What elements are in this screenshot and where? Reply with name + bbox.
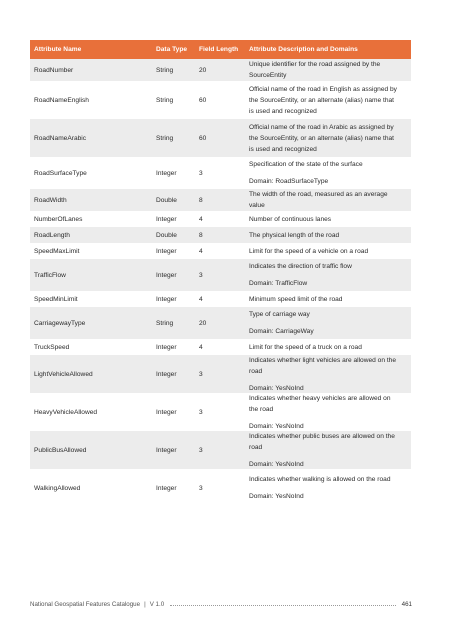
table-row — [30, 339, 411, 355]
field-length: 20 — [199, 319, 207, 327]
table-body — [30, 59, 411, 507]
description-line: Official name of the road in Arabic as assigned by — [249, 123, 394, 131]
attribute-name: SpeedMinLimit — [34, 295, 78, 303]
attribute-description — [249, 159, 411, 187]
field-length: 4 — [199, 247, 203, 255]
data-type: String — [156, 319, 174, 327]
attribute-description — [249, 393, 411, 432]
table-header — [30, 40, 411, 59]
header-attribute-name: Attribute Name — [34, 46, 82, 53]
data-type: String — [156, 66, 174, 74]
footer-dotted-leader — [170, 604, 396, 606]
data-type: String — [156, 134, 174, 142]
attribute-domain: Domain: YesNoInd — [249, 460, 304, 468]
attribute-description — [249, 355, 411, 394]
attribute-description — [249, 59, 411, 81]
footer-catalogue: National Geospatial Features Catalogue — [30, 600, 141, 608]
data-type: Integer — [156, 247, 177, 255]
attribute-description — [249, 309, 411, 337]
field-length: 4 — [199, 215, 203, 223]
data-type: Integer — [156, 271, 177, 279]
attribute-description — [249, 122, 411, 155]
table-row — [30, 393, 411, 431]
data-type: Integer — [156, 484, 177, 492]
table-row — [30, 291, 411, 307]
attribute-description — [249, 214, 411, 225]
description-line: Number of continuous lanes — [249, 215, 332, 223]
footer-separator: | — [144, 600, 146, 608]
attribute-table — [30, 40, 411, 507]
attribute-name: RoadLength — [34, 231, 70, 239]
table-row — [30, 227, 411, 243]
field-length: 60 — [199, 96, 207, 104]
page-footer — [30, 598, 412, 610]
attribute-name: LightVehicleAllowed — [34, 370, 93, 378]
description-line: road — [249, 443, 263, 451]
table-row — [30, 355, 411, 393]
attribute-description — [249, 261, 411, 289]
data-type: Integer — [156, 370, 177, 378]
description-line: the SourceEntity, or an alternate (alias) name that — [249, 134, 395, 142]
description-line: Indicates the direction of traffic flow — [249, 263, 352, 270]
description-line: SourceEntity — [249, 72, 287, 79]
attribute-domain: Domain: YesNoInd — [249, 384, 304, 392]
attribute-name: TrafficFlow — [34, 271, 66, 279]
attribute-name: RoadNameArabic — [34, 134, 87, 142]
attribute-domain: Domain: CarriageWay — [249, 328, 314, 335]
description-line: The physical length of the road — [249, 231, 340, 239]
attribute-name: SpeedMaxLimit — [34, 247, 80, 255]
attribute-description — [249, 342, 411, 353]
attribute-description — [249, 474, 411, 502]
table-row — [30, 469, 411, 507]
description-line: Unique identifier for the road assigned by the — [249, 61, 381, 68]
field-length: 3 — [199, 446, 203, 454]
field-length: 4 — [199, 295, 203, 303]
description-line: Minimum speed limit of the road — [249, 295, 343, 303]
data-type: Integer — [156, 295, 177, 303]
data-type: Integer — [156, 408, 177, 416]
attribute-description — [249, 84, 411, 117]
attribute-description — [249, 189, 411, 211]
description-line: Specification of the state of the surface — [249, 161, 363, 168]
field-length: 20 — [199, 66, 207, 74]
description-line: value — [249, 202, 265, 209]
attribute-description — [249, 246, 411, 257]
description-line: Limit for the speed of a truck on a road — [249, 343, 362, 351]
attribute-domain: Domain: YesNoInd — [249, 493, 304, 500]
attribute-name: PublicBusAllowed — [34, 446, 87, 454]
table-row — [30, 431, 411, 469]
description-line: Type of carriage way — [249, 311, 310, 318]
data-type: Double — [156, 231, 177, 239]
data-type: Double — [156, 196, 177, 204]
data-type: String — [156, 96, 174, 104]
description-line: Indicates whether public buses are allowed on the — [249, 432, 395, 440]
table-row — [30, 259, 411, 291]
attribute-name: WalkingAllowed — [34, 484, 81, 492]
table-row — [30, 243, 411, 259]
description-line: Official name of the road in English as assigned by — [249, 85, 397, 93]
data-type: Integer — [156, 343, 177, 351]
field-length: 3 — [199, 408, 203, 416]
field-length: 3 — [199, 370, 203, 378]
table-row — [30, 189, 411, 211]
field-length: 60 — [199, 134, 207, 142]
table-row — [30, 211, 411, 227]
table-row — [30, 81, 411, 119]
description-line: Indicates whether light vehicles are allowed on the — [249, 356, 396, 364]
header-description: Attribute Description and Domains — [249, 46, 358, 53]
attribute-name: HeavyVehicleAllowed — [34, 408, 98, 416]
table-row — [30, 119, 411, 157]
field-length: 3 — [199, 484, 203, 492]
header-field-length: Field Length — [199, 46, 239, 53]
description-line: Limit for the speed of a vehicle on a road — [249, 247, 369, 255]
attribute-name: RoadWidth — [34, 196, 67, 204]
description-line: the SourceEntity, or an alternate (alias) name that — [249, 96, 395, 104]
attribute-domain: Domain: RoadSurfaceType — [249, 178, 329, 185]
field-length: 8 — [199, 196, 203, 204]
table-row — [30, 59, 411, 81]
attribute-name: RoadSurfaceType — [34, 169, 87, 177]
data-type: Integer — [156, 215, 177, 223]
table-row — [30, 157, 411, 189]
field-length: 3 — [199, 169, 203, 177]
attribute-description — [249, 230, 411, 241]
data-type: Integer — [156, 446, 177, 454]
description-line: road — [249, 367, 263, 375]
description-line: Indicates whether heavy vehicles are allowed on — [249, 394, 391, 402]
description-line: The width of the road, measured as an average — [249, 191, 388, 198]
attribute-name: CarriagewayType — [34, 319, 86, 327]
attribute-name: NumberOfLanes — [34, 215, 83, 223]
attribute-description — [249, 294, 411, 305]
attribute-domain: Domain: TrafficFlow — [249, 280, 308, 287]
attribute-domain: Domain: YesNoInd — [249, 422, 304, 430]
field-length: 3 — [199, 271, 203, 279]
data-type: Integer — [156, 169, 177, 177]
description-line: is used and recognized — [249, 145, 317, 153]
description-line: the road — [249, 405, 274, 413]
page-number: 461 — [401, 600, 412, 608]
field-length: 4 — [199, 343, 203, 351]
attribute-description — [249, 431, 411, 470]
attribute-name: TruckSpeed — [34, 343, 70, 351]
header-data-type: Data Type — [156, 46, 188, 53]
attribute-name: RoadNumber — [34, 66, 74, 74]
description-line: is used and recognized — [249, 107, 317, 115]
footer-version: V 1.0 — [149, 600, 165, 608]
attribute-name: RoadNameEnglish — [34, 96, 89, 104]
field-length: 8 — [199, 231, 203, 239]
description-line: Indicates whether walking is allowed on the road — [249, 476, 391, 483]
table-row — [30, 307, 411, 339]
